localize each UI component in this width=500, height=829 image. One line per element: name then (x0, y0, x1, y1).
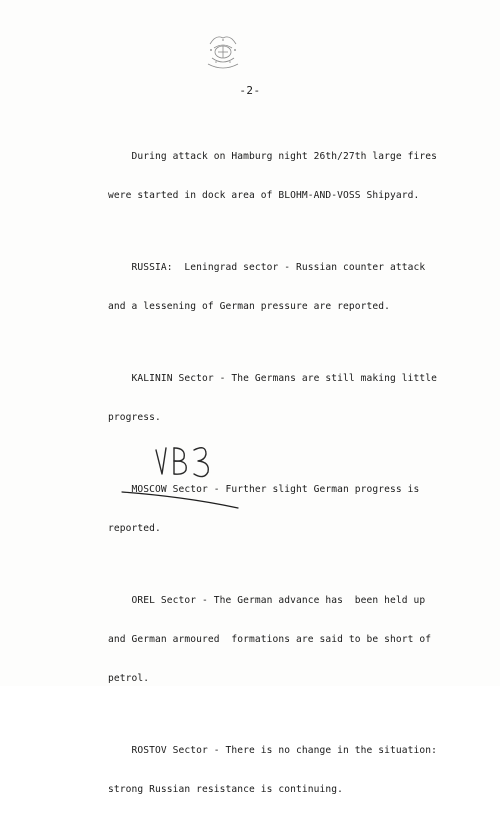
text-line: KALININ Sector - The Germans are still making little (108, 373, 438, 384)
text-line: RUSSIA: Leningrad sector - Russian counter attack (108, 262, 426, 273)
text-line: petrol. (108, 673, 150, 684)
text-line: MOSCOW Sector - Further slight German progress is (108, 484, 420, 495)
text-line: strong Russian resistance is continuing. (108, 784, 344, 795)
paragraph-rostov (108, 718, 438, 822)
paragraph-kalinin (108, 346, 438, 450)
paragraph-hamburg (108, 124, 438, 228)
text-line: were started in dock area of BLOHM-AND-VOSS Shipyard. (108, 190, 420, 201)
paragraph-orel (108, 568, 438, 711)
text-line: ROSTOV Sector - There is no change in the situation: (108, 745, 438, 756)
page-number: -2- (239, 84, 261, 97)
text-line: and a lessening of German pressure are reported. (108, 301, 391, 312)
text-line: and German armoured formations are said to be short of (108, 634, 432, 645)
text-line: reported. (108, 523, 161, 534)
paragraph-russia-leningrad (108, 235, 438, 339)
crest-emblem-icon (200, 28, 246, 74)
ink-underline-rule (120, 488, 240, 512)
text-line: During attack on Hamburg night 26th/27th large fires (108, 151, 438, 162)
handwritten-initials (150, 440, 220, 484)
text-line: progress. (108, 412, 161, 423)
text-line: OREL Sector - The German advance has been held up (108, 595, 426, 606)
